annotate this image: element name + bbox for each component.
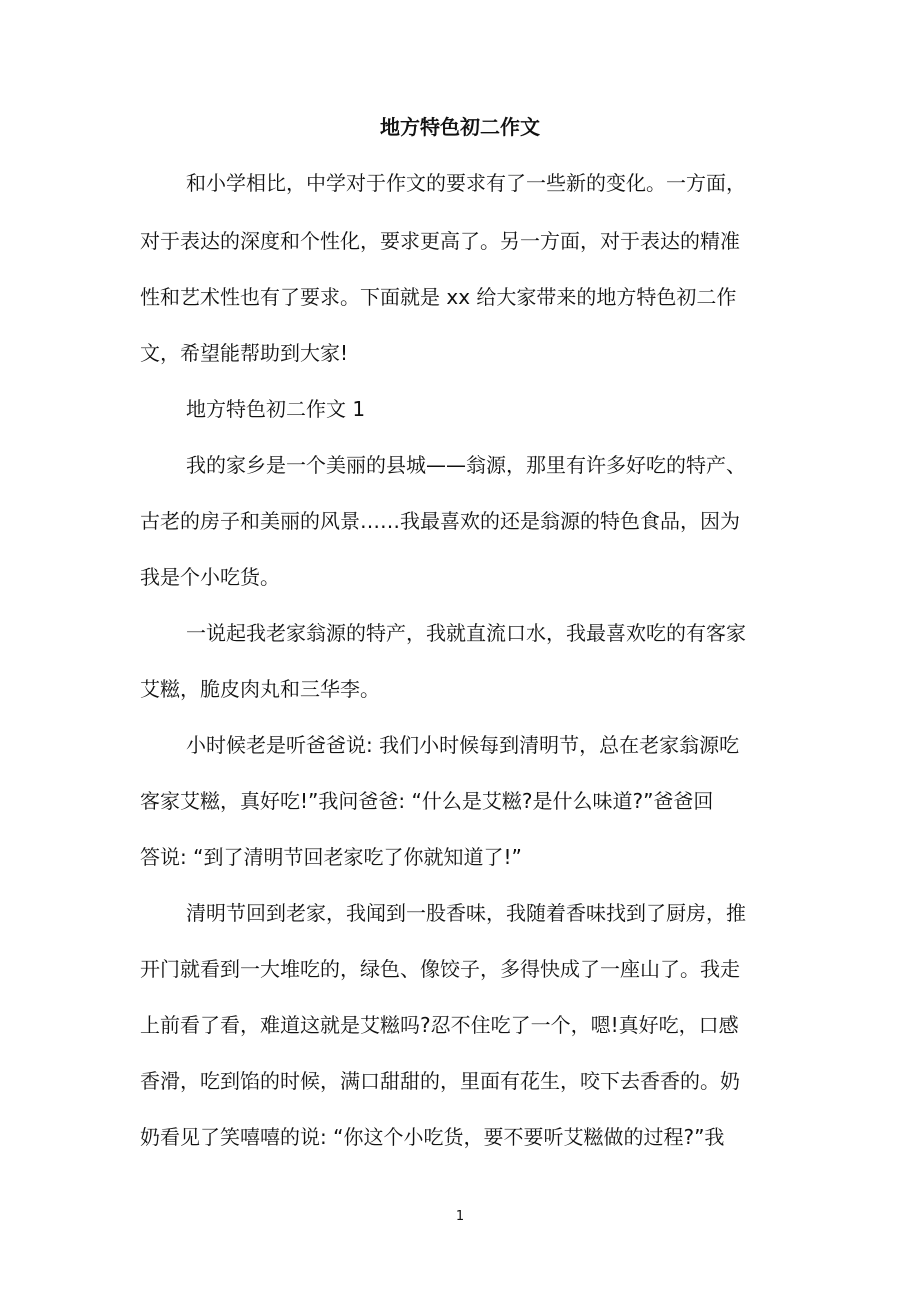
text-line: 和小学相比，中学对于作文的要求有了一些新的变化。一方面， (186, 171, 746, 195)
text-line: 清明节回到老家，我闻到一股香味，我随着香味找到了厨房，推 (186, 901, 746, 925)
text-line: 小时候老是听爸爸说: 我们小时候每到清明节，总在老家翁源吃 (186, 733, 740, 757)
text-line: 开门就看到一大堆吃的，绿色、像饺子，多得快成了一座山了。我走 (140, 957, 740, 981)
text-line: 艾糍，脆皮肉丸和三华李。 (140, 677, 380, 701)
text-line: 我是个小吃货。 (140, 565, 280, 589)
section-heading: 地方特色初二作文 1 (186, 397, 366, 421)
text-line: 文，希望能帮助到大家! (140, 341, 349, 365)
text-line: 上前看了看，难道这就是艾糍吗?忍不住吃了一个，嗯!真好吃，口感 (140, 1013, 739, 1037)
text-line: 对于表达的深度和个性化，要求更高了。另一方面，对于表达的精准 (140, 229, 740, 253)
text-line: 客家艾糍，真好吃!”我问爸爸: “什么是艾糍?是什么味道?”爸爸回 (140, 789, 714, 813)
document-title: 地方特色初二作文 (380, 115, 540, 139)
text-line: 性和艺术性也有了要求。下面就是 xx 给大家带来的地方特色初二作 (140, 285, 737, 309)
text-line: 奶看见了笑嘻嘻的说: “你这个小吃货，要不要听艾糍做的过程?”我 (140, 1125, 725, 1149)
text-line: 香滑，吃到馅的时候，满口甜甜的，里面有花生，咬下去香香的。奶 (140, 1069, 740, 1093)
text-line: 一说起我老家翁源的特产，我就直流口水，我最喜欢吃的有客家 (186, 621, 746, 645)
page-number: 1 (455, 1209, 465, 1224)
text-line: 古老的房子和美丽的风景……我最喜欢的还是翁源的特色食品，因为 (140, 509, 740, 533)
text-line: 我的家乡是一个美丽的县城——翁源，那里有许多好吃的特产、 (186, 453, 746, 477)
text-line: 答说: “到了清明节回老家吃了你就知道了!” (140, 845, 522, 869)
